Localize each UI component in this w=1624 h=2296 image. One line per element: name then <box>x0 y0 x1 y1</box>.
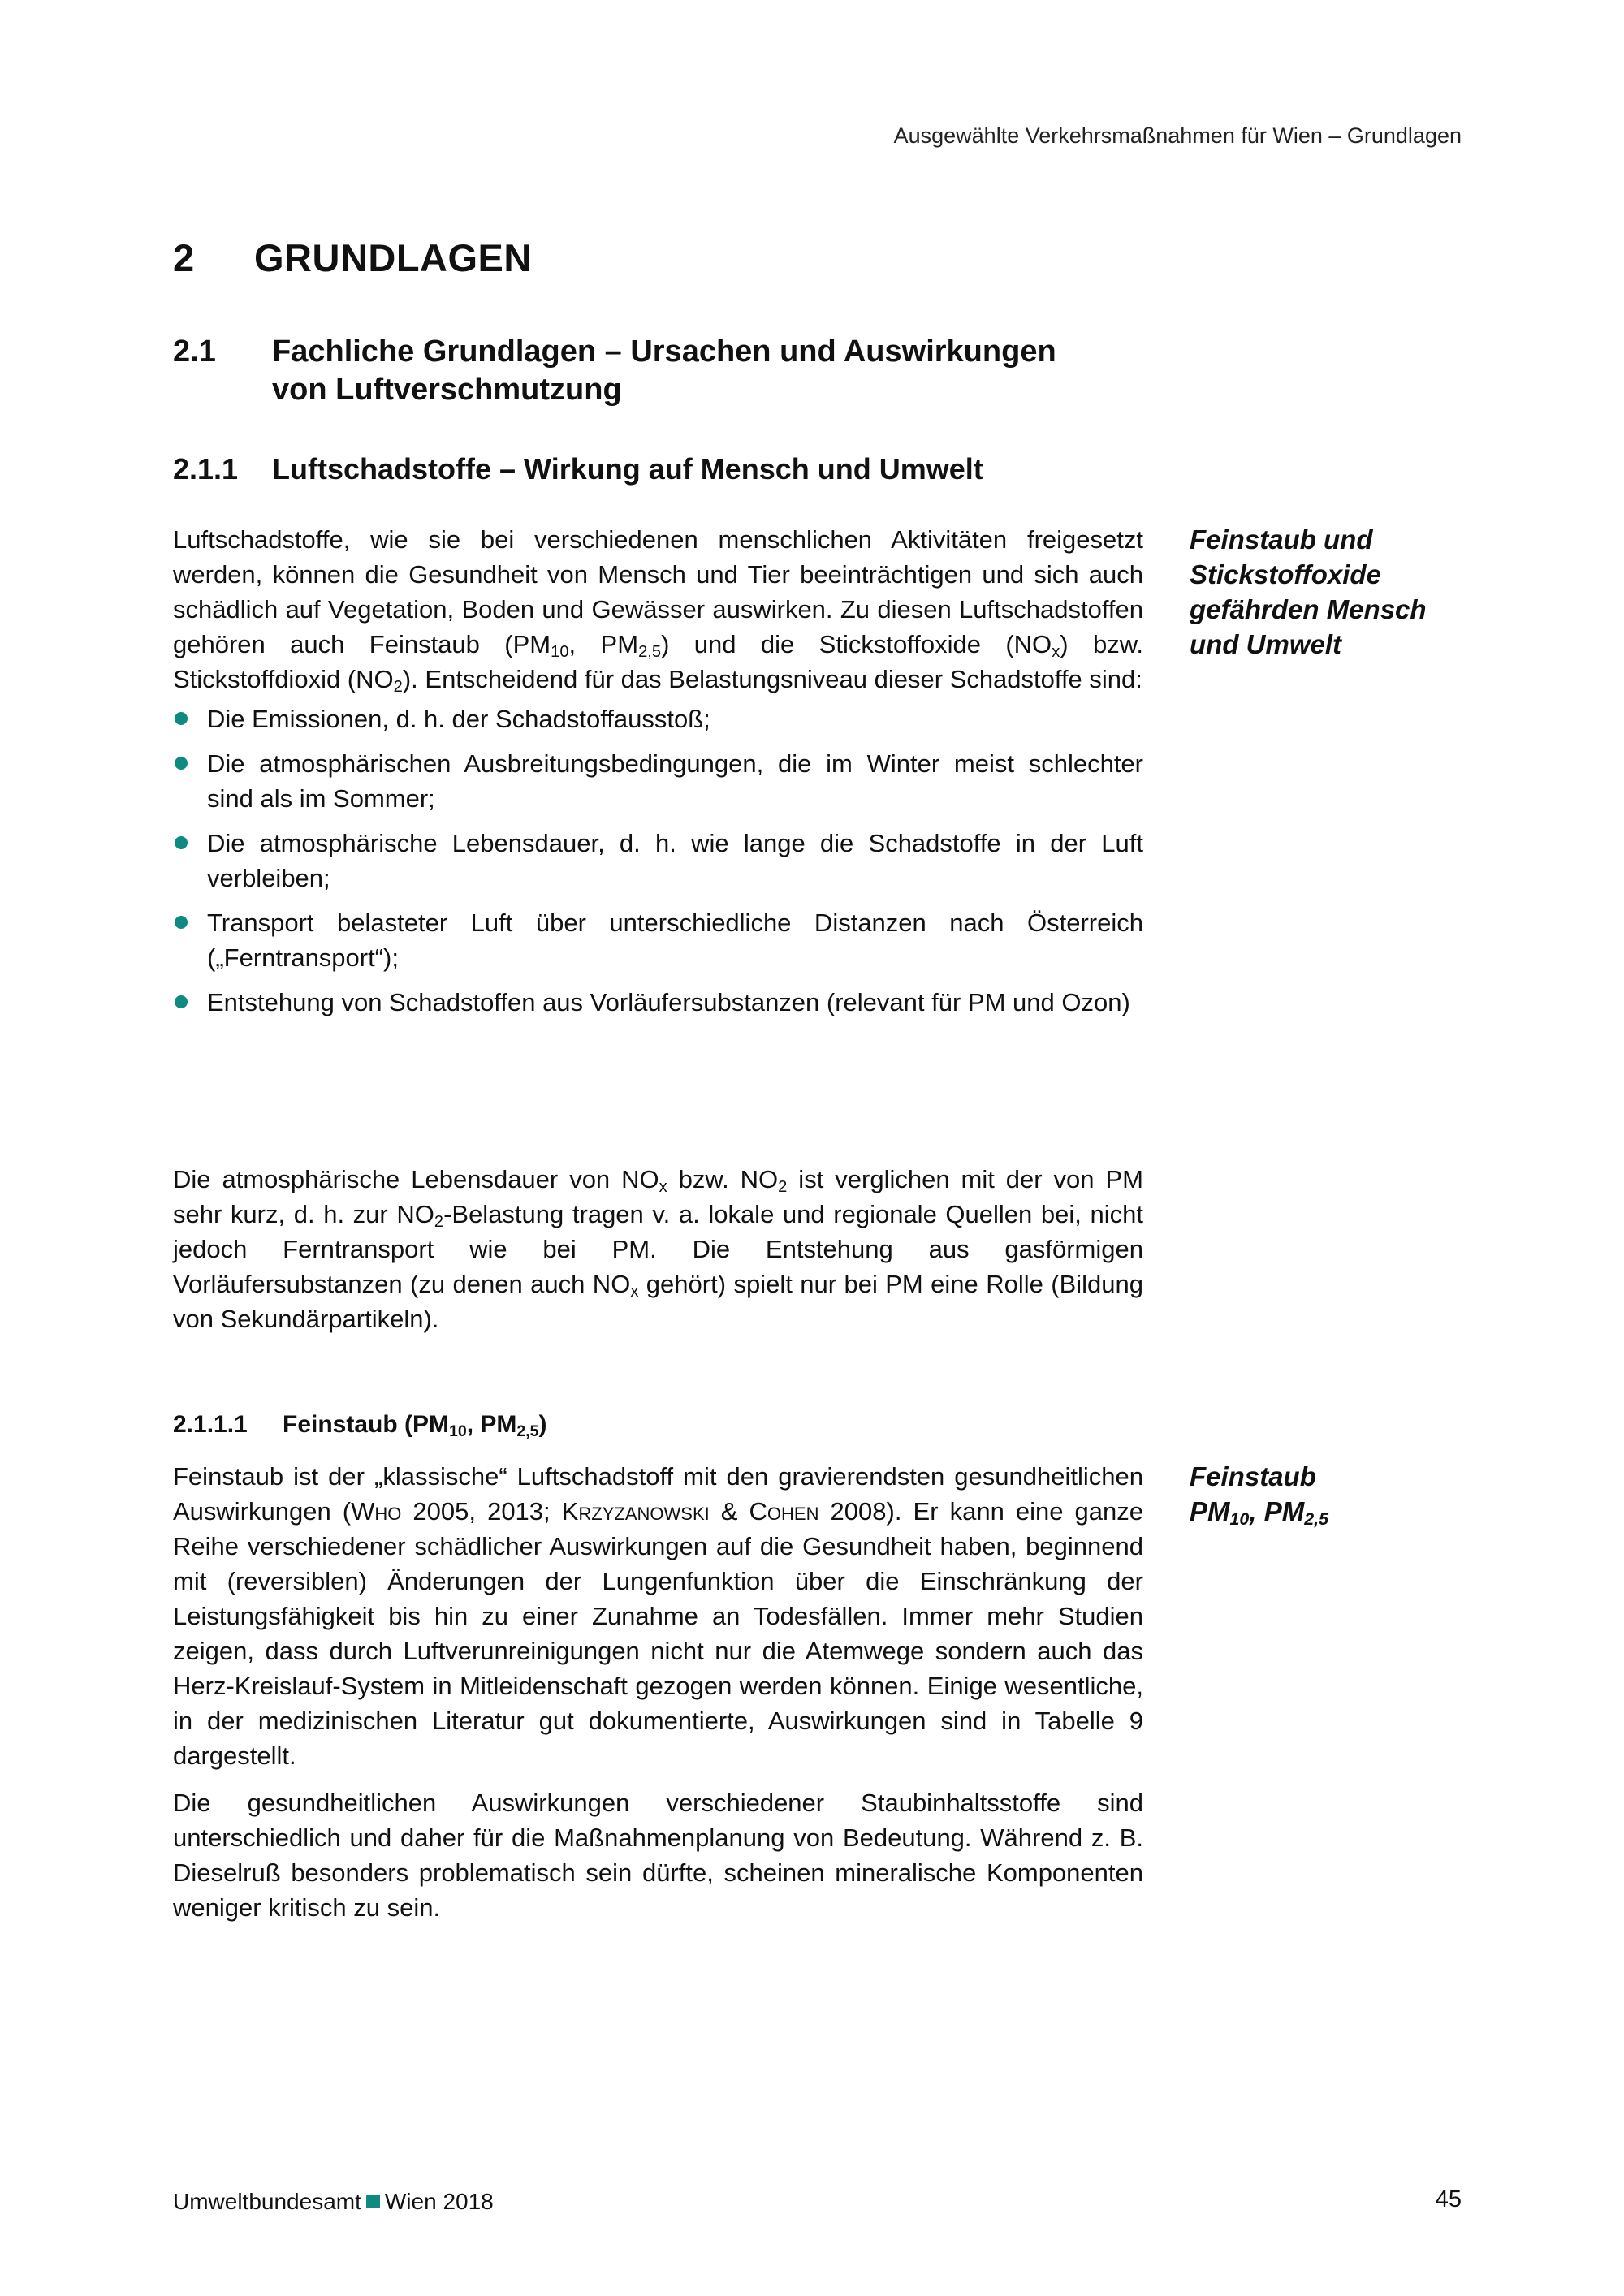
paragraph: Die atmosphärische Lebensdauer von $NO_x$ bzw. $NO_2$ ist verglichen mit der von PM sehr kurz, d. h. zur $NO_2$-Belastung tragen v. a. lokale und regionale Quellen bei, nicht jedoch Ferntransport wie bei PM. Die Entstehung aus gasförmigen Vorläufersubstanzen (zu denen auch $NO_x$ gehört) spielt nur bei PM eine Rolle (Bildung von Sekundärpartikeln). <box>173 1165 1144 1333</box>
bullet-icon <box>175 757 188 770</box>
list-item: Transport belasteter Luft über unterschiedliche Distanzen nach Österreich („Ferntransport“); <box>173 905 1143 975</box>
page-number: 45 <box>1435 2186 1462 2212</box>
chapter-title: GRUNDLAGEN <box>254 236 532 279</box>
section-2-1-1-body-2 <box>173 1162 1143 1336</box>
publisher: Umweltbundesamt <box>173 2189 361 2214</box>
bullet-icon <box>175 712 188 725</box>
section-title-line1: Fachliche Grundlagen – Ursachen und Auswirkungen <box>272 334 1056 369</box>
margin-note-pollutants: Feinstaub und Stickstoffoxide gefährden Mensch und Umwelt <box>1190 524 1427 659</box>
list-item: Entstehung von Schadstoffen aus Vorläufersubstanzen (relevant für PM und Ozon) <box>173 985 1143 1020</box>
subsection-heading-2-1-1 <box>173 452 983 486</box>
bullet-list <box>173 701 1143 1020</box>
list-item: Die Emissionen, d. h. der Schadstoffausstoß; <box>173 701 1143 736</box>
place-year: Wien 2018 <box>384 2189 494 2214</box>
footer-imprint <box>173 2189 494 2215</box>
list-item: Die atmosphärischen Ausbreitungsbedingungen, die im Winter meist schlechter sind als im Sommer; <box>173 746 1143 816</box>
subsubsection-heading-2-1-1-1: 2.1.1.1 Feinstaub ($PM_{10}$, $PM_{2,5}$) <box>173 1411 547 1440</box>
list-item: Die atmosphärische Lebensdauer, d. h. wie lange die Schadstoffe in der Luft verbleiben; <box>173 826 1143 896</box>
bullet-icon <box>175 995 188 1008</box>
subsection-number: 2.1.1 <box>173 452 239 486</box>
subsection-title: Luftschadstoffe – Wirkung auf Mensch und Umwelt <box>272 452 983 486</box>
running-header: Ausgewählte Verkehrsmaßnahmen für Wien – Grundlagen <box>893 123 1462 148</box>
paragraph: Die gesundheitlichen Auswirkungen verschiedener Staubinhaltsstoffe sind unterschiedlich und daher für die Maßnahmenplanung von Bedeutung. Während z. B. Dieselruß besonders problematisch sein dürfte, scheinen mineralische Komponenten weniger kritisch zu sein. <box>173 1789 1143 1922</box>
bullet-icon <box>175 916 188 929</box>
section-heading-2-1 <box>173 333 1164 409</box>
paragraph: Luftschadstoffe, wie sie bei verschiedenen menschlichen Aktivitäten freigesetzt werden, können die Gesundheit von Mensch und Tier beeinträchtigen und sich auch schädlich auf Vegetation, Boden und Gewässer auswirken. Zu diesen Luftschadstoffen gehören auch Feinstaub ($PM_{10}$, $PM_{2,5}$) und die Stickstoffoxide $(NO_x)$ bzw. Stickstoffdioxid $(NO_2)$. Entscheidend für das Belastungsniveau dieser Schadstoffe sind: <box>173 525 1144 696</box>
margin-note-feinstaub: Feinstaub $PM_{10}$, $PM_{2,5}$ <box>1190 1461 1329 1529</box>
chapter-heading <box>173 235 532 280</box>
paragraph: Feinstaub ist der „klassische“ Luftschadstoff mit den gravierendsten gesundheitlichen Auswirkungen (Who 2005, 2013; Krzyzanowski & Cohen 2008). Er kann eine ganze Reihe verschiedener schädlicher Auswirkungen auf die Gesundheit haben, beginnend mit (reversiblen) Änderungen der Lungenfunktion über die Einschränkung der Leistungsfähigkeit bis hin zu einer Zunahme an Todesfällen. Immer mehr Studien zeigen, dass durch Luftverunreinigungen nicht nur die Atemwege sondern auch das Herz-Kreislauf-System in Mitleidenschaft gezogen werden können. Einige wesentliche, in der medizinischen Literatur gut dokumentierte, Auswirkungen sind in Tabelle 9 dargestellt. <box>173 1462 1144 1770</box>
section-title-line2: von Luftverschmutzung <box>272 373 622 407</box>
section-2-1-1-body <box>173 522 1143 1029</box>
section-number: 2.1 <box>173 334 216 369</box>
square-separator-icon <box>366 2195 380 2208</box>
subsubsection-number: 2.1.1.1 <box>173 1411 248 1438</box>
bullet-icon <box>175 836 188 849</box>
chapter-number: 2 <box>173 236 195 279</box>
section-2-1-1-1-body <box>173 1459 1143 1925</box>
